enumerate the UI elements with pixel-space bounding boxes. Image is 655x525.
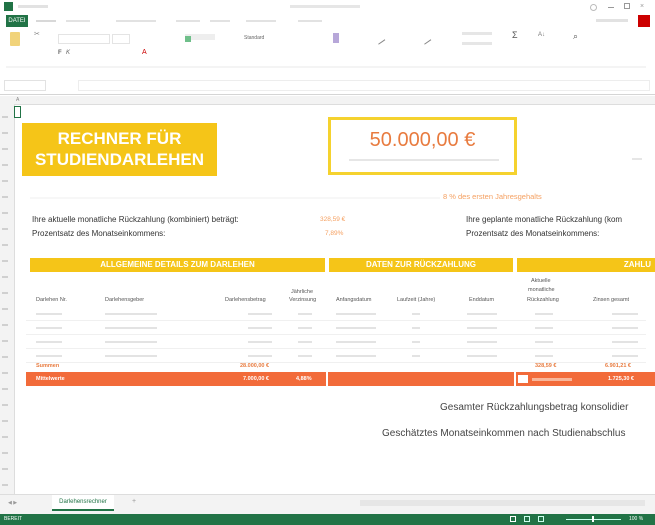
- row-number[interactable]: [2, 260, 8, 262]
- table-cell[interactable]: [612, 327, 638, 329]
- zoom-slider-thumb[interactable]: [592, 516, 594, 522]
- row-number[interactable]: [2, 324, 8, 326]
- cell-styles-icon[interactable]: [421, 34, 432, 44]
- page-title: [22, 128, 217, 170]
- format-table-icon[interactable]: [375, 34, 386, 44]
- table-cell[interactable]: [467, 313, 497, 315]
- table-cell[interactable]: [36, 313, 62, 315]
- col-total-interest: Zinsen gesamt: [593, 297, 630, 303]
- col-amount: Darlehensbetrag: [225, 297, 266, 303]
- row-number[interactable]: [2, 308, 8, 310]
- averages-separator-2: [514, 372, 516, 386]
- avg-label: Mittelwerte: [36, 376, 65, 382]
- table-cell[interactable]: [612, 313, 638, 315]
- table-cell[interactable]: [36, 341, 62, 343]
- table-cell[interactable]: [412, 327, 420, 329]
- page-title-line1: RECHNER FÜR: [57, 129, 182, 148]
- section-repayment-data: DATEN ZUR RÜCKZAHLUNG: [329, 258, 513, 272]
- row-number[interactable]: [2, 116, 8, 118]
- row-number[interactable]: [2, 196, 8, 198]
- table-cell[interactable]: [105, 355, 157, 357]
- sort-filter-icon[interactable]: A↓: [538, 32, 546, 38]
- normal-view-button[interactable]: [510, 516, 516, 522]
- table-cell[interactable]: [248, 341, 272, 343]
- row-number[interactable]: [2, 484, 8, 486]
- conditional-format-icon[interactable]: [333, 33, 339, 43]
- col-payment-line1: Aktuelle: [531, 278, 551, 284]
- total-repayment-label: Gesamter Rückzahlungsbetrag konsolidier: [440, 402, 629, 413]
- table-cell[interactable]: [535, 313, 553, 315]
- current-payment-label: Ihre aktuelle monatliche Rückzahlung (kombiniert) beträgt:: [32, 215, 239, 224]
- row-number[interactable]: [2, 244, 8, 246]
- row-number[interactable]: [2, 404, 8, 406]
- table-cell[interactable]: [298, 327, 312, 329]
- quick-access-toolbar[interactable]: [18, 5, 48, 8]
- table-cell[interactable]: [298, 355, 312, 357]
- right-caption: [632, 158, 642, 160]
- table-cell[interactable]: [535, 341, 553, 343]
- tab-layout[interactable]: [116, 20, 156, 22]
- income-percent-value: 7,89%: [325, 230, 344, 237]
- table-row-divider: [26, 320, 646, 321]
- table-cell[interactable]: [612, 341, 638, 343]
- planned-income-percent-label: Prozentsatz des Monatseinkommens:: [466, 229, 600, 238]
- table-cell[interactable]: [336, 327, 376, 329]
- table-cell[interactable]: [298, 341, 312, 343]
- excel-icon: [4, 2, 13, 11]
- calculator-title-box: [22, 123, 217, 176]
- zoom-level: 100 %: [629, 516, 644, 522]
- row-number[interactable]: [2, 436, 8, 438]
- col-term: Laufzeit (Jahre): [397, 297, 436, 303]
- total-amount-box[interactable]: [328, 117, 517, 175]
- bold-button[interactable]: F: [58, 50, 62, 56]
- status-bar: [0, 514, 655, 525]
- minimize-button[interactable]: [608, 7, 614, 8]
- window-title-bar: [0, 0, 655, 15]
- table-cell[interactable]: [248, 313, 272, 315]
- help-icon[interactable]: [590, 4, 597, 11]
- add-sheet-button[interactable]: +: [132, 498, 137, 505]
- table-cell[interactable]: [535, 327, 553, 329]
- avg-total-interest: 1.725,30 €: [608, 376, 634, 382]
- planned-payment-label: Ihre geplante monatliche Rückzahlung (kom: [466, 215, 623, 224]
- table-cell[interactable]: [412, 355, 420, 357]
- sheet-tab-loan-calculator[interactable]: Darlehensrechner: [52, 495, 114, 511]
- section-loan-details: ALLGEMEINE DETAILS ZUM DARLEHEN: [30, 258, 325, 272]
- find-icon[interactable]: ⌕: [573, 31, 579, 41]
- horizontal-scrollbar[interactable]: [360, 500, 645, 506]
- tab-review[interactable]: [246, 20, 276, 22]
- table-cell[interactable]: [36, 355, 62, 357]
- table-cell[interactable]: [412, 341, 420, 343]
- table-cell[interactable]: [105, 313, 157, 315]
- number-format-select[interactable]: Standard: [244, 35, 265, 41]
- tab-start[interactable]: [36, 20, 56, 22]
- estimated-income-label: Geschätztes Monatseinkommen nach Studienabschlus: [382, 428, 626, 439]
- total-amount-caption: [349, 159, 499, 161]
- table-cell[interactable]: [248, 355, 272, 357]
- table-cell[interactable]: [336, 341, 376, 343]
- avg-interest: 4,88%: [296, 376, 312, 382]
- section-payment: ZAHLU: [517, 258, 655, 272]
- table-cell[interactable]: [612, 355, 638, 357]
- sum-label: Summen: [36, 363, 60, 369]
- formula-bar: [0, 76, 655, 95]
- page-title-line2: STUDIENDARLEHEN: [34, 150, 205, 169]
- hint-line: [30, 197, 440, 199]
- row-number[interactable]: [2, 132, 8, 134]
- page-break-button[interactable]: [538, 516, 544, 522]
- ribbon-tabs: [0, 14, 655, 28]
- row-number[interactable]: [2, 340, 8, 342]
- tab-view[interactable]: [298, 20, 322, 22]
- table-cell[interactable]: [467, 327, 497, 329]
- row-number[interactable]: [2, 212, 8, 214]
- table-cell[interactable]: [298, 313, 312, 315]
- ribbon: [0, 28, 655, 77]
- ribbon-group-labels: [6, 66, 646, 68]
- table-cell[interactable]: [336, 355, 376, 357]
- row-number[interactable]: [2, 372, 8, 374]
- avg-amount: 7.000,00 €: [243, 376, 269, 382]
- col-loan-nr: Darlehen Nr.: [36, 297, 67, 303]
- row-number[interactable]: [2, 164, 8, 166]
- col-interest-line2: Verzinsung: [289, 297, 317, 303]
- hint-right-text: 8 % des ersten Jahresgehalts: [443, 192, 542, 201]
- italic-button[interactable]: K: [66, 50, 71, 56]
- delete-cells-button[interactable]: [462, 42, 492, 45]
- column-a-header[interactable]: A: [16, 97, 20, 103]
- sheet-nav-arrows[interactable]: ◀ ▶: [8, 500, 18, 506]
- row-number[interactable]: [2, 356, 8, 358]
- row-number[interactable]: [2, 468, 8, 470]
- sum-payment: 328,59 €: [535, 363, 557, 369]
- table-cell[interactable]: [36, 327, 62, 329]
- font-size-select[interactable]: [112, 34, 130, 44]
- row-number[interactable]: [2, 292, 8, 294]
- font-color-icon[interactable]: A: [142, 49, 147, 56]
- row-number[interactable]: [2, 276, 8, 278]
- table-cell[interactable]: [336, 313, 376, 315]
- paste-icon[interactable]: [10, 32, 20, 46]
- row-number[interactable]: [2, 148, 8, 150]
- page-layout-button[interactable]: [524, 516, 530, 522]
- insert-cells-button[interactable]: [462, 32, 492, 35]
- formula-input[interactable]: [78, 80, 650, 91]
- table-row-divider: [26, 334, 646, 335]
- row-number[interactable]: [2, 180, 8, 182]
- income-percent-label: Prozentsatz des Monatseinkommens:: [32, 229, 166, 238]
- col-lender: Darlehensgeber: [105, 297, 145, 303]
- row-number[interactable]: [2, 228, 8, 230]
- sheet-tabs-bar: [0, 494, 655, 515]
- account-name[interactable]: [596, 19, 628, 22]
- table-cell[interactable]: [535, 355, 553, 357]
- averages-separator: [326, 372, 328, 386]
- name-box[interactable]: [4, 80, 46, 91]
- column-headers[interactable]: [0, 96, 655, 105]
- row-number[interactable]: [2, 452, 8, 454]
- table-cell[interactable]: [467, 355, 497, 357]
- avg-payment-blur: [532, 378, 572, 381]
- sum-icon[interactable]: Σ: [512, 30, 518, 40]
- row-number[interactable]: [2, 388, 8, 390]
- table-cell[interactable]: [412, 313, 420, 315]
- tab-file[interactable]: DATEI: [6, 15, 28, 27]
- window-title: [290, 5, 360, 8]
- close-button[interactable]: ×: [640, 3, 645, 10]
- current-payment-value: 328,59 €: [320, 216, 346, 223]
- table-cell[interactable]: [105, 327, 157, 329]
- sum-amount: 28.000,00 €: [240, 363, 270, 369]
- col-payment-line3: Rückzahlung: [527, 297, 559, 303]
- font-name-select[interactable]: [58, 34, 110, 44]
- table-cell[interactable]: [105, 341, 157, 343]
- tab-data[interactable]: [210, 20, 230, 22]
- total-amount-value: 50.000,00 €: [369, 129, 476, 151]
- maximize-button[interactable]: [624, 3, 630, 9]
- table-cell[interactable]: [248, 327, 272, 329]
- table-cell[interactable]: [467, 341, 497, 343]
- status-ready: BEREIT: [4, 516, 23, 522]
- avg-payment-cell: [518, 375, 528, 383]
- sum-total-interest: 6.901,21 €: [605, 363, 631, 369]
- row-headers[interactable]: [0, 104, 15, 494]
- row-number[interactable]: [2, 420, 8, 422]
- col-interest-line1: Jährliche: [291, 289, 314, 295]
- col-payment-line2: monatliche: [528, 287, 555, 293]
- tab-insert[interactable]: [66, 20, 90, 22]
- wrap-text-icon[interactable]: [185, 36, 191, 42]
- tab-formulas[interactable]: [176, 20, 200, 22]
- col-end: Enddatum: [469, 297, 495, 303]
- cut-icon[interactable]: ✂: [34, 31, 40, 38]
- col-start: Anfangsdatum: [336, 297, 372, 303]
- table-row-divider: [26, 348, 646, 349]
- avatar[interactable]: [638, 15, 650, 27]
- selected-cell[interactable]: [14, 106, 21, 118]
